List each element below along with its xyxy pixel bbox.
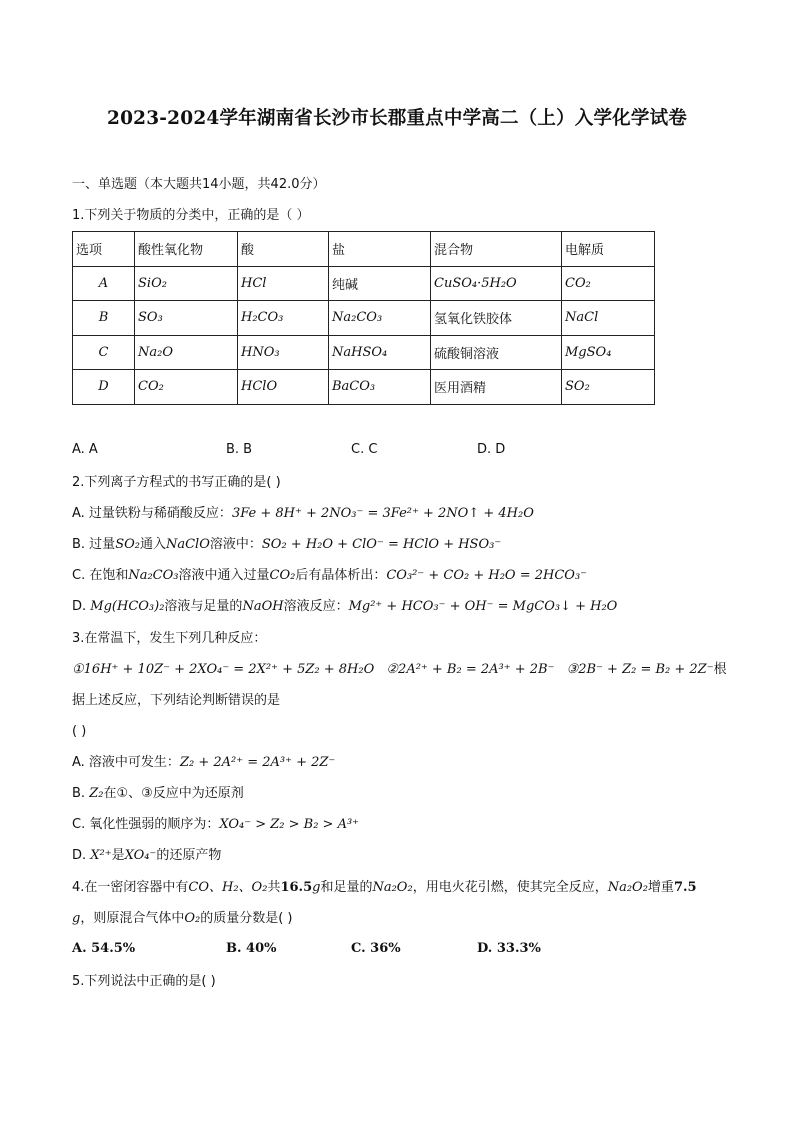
table-header: 选项: [73, 232, 135, 267]
table-header: 酸性氧化物: [135, 232, 238, 267]
reaction-1: ①16H⁺ + 10Z⁻ + 2XO₄⁻ = 2X²⁺ + 5Z₂ + 8H₂O: [72, 662, 375, 677]
q3-option-d: [72, 847, 221, 865]
table-cell: HClO: [238, 370, 329, 405]
question-4-stem-line2: [72, 910, 293, 928]
table-cell: BaCO₃: [329, 370, 431, 405]
option-text: 增重: [647, 880, 674, 895]
formula: Z₂: [89, 786, 104, 801]
table-cell: C: [73, 335, 135, 370]
table-cell: CO₂: [562, 266, 655, 301]
exam-title: 2023-2024学年湖南省长沙市长郡重点中学高二（上）入学化学试卷: [107, 108, 687, 129]
table-cell: D: [73, 370, 135, 405]
q3-option-a: [72, 754, 335, 772]
table-cell: B: [73, 301, 135, 336]
formula: CO₂: [269, 568, 296, 583]
table-row: [73, 266, 655, 301]
section-heading: 一、单选题（本大题共14小题，共42.0分）: [72, 177, 326, 192]
table-cell: SO₃: [135, 301, 238, 336]
option-text: D.: [72, 599, 91, 614]
table-cell: 纯碱: [329, 266, 431, 301]
option-text: 4.在一密闭容器中有: [72, 880, 189, 895]
table-cell: NaHSO₄: [329, 335, 431, 370]
option-text: B.: [72, 786, 90, 801]
q2-option-d: [72, 598, 617, 616]
q1-option-d: D. D: [477, 442, 506, 457]
option-text: ，用电火花引燃，使其完全反应，: [412, 880, 608, 895]
formula: Na₂O₂: [607, 880, 648, 895]
reaction-2: ②2A²⁺ + B₂ = 2A³⁺ + 2B⁻: [386, 662, 555, 677]
question-1-stem: 1.下列关于物质的分类中，正确的是（ ）: [72, 208, 310, 223]
formula: Na₂O₂: [372, 880, 413, 895]
option-text: A. 过量铁粉与稀硝酸反应：: [72, 506, 232, 521]
ionic-equation: SO₂ + H₂O + ClO⁻ = HClO + HSO₃⁻: [261, 537, 502, 552]
unit: g: [72, 911, 81, 926]
table-row: [73, 335, 655, 370]
table-row: [73, 301, 655, 336]
option-text: ，则原混合气体中: [80, 911, 185, 926]
option-text: 是: [111, 848, 125, 863]
formula: SO₂: [115, 537, 140, 552]
option-text: B. 过量: [72, 537, 116, 552]
q1-option-a: A. A: [72, 442, 98, 457]
classification-table: [72, 231, 655, 405]
table-header-row: [73, 232, 655, 267]
table-cell: HCl: [238, 266, 329, 301]
q3-option-c: [72, 816, 359, 834]
formula: O₂: [184, 911, 201, 926]
q3-option-b: [72, 785, 244, 803]
option-text: 的还原产物: [156, 848, 222, 863]
q3-answer-paren: ( ): [72, 724, 87, 739]
ionic-equation: Z₂ + 2A²⁺ = 2A³⁺ + 2Z⁻: [179, 755, 336, 770]
number: 16.5: [280, 880, 313, 895]
table-row: [73, 370, 655, 405]
table-cell: A: [73, 266, 135, 301]
q4-option-c: C. 36%: [351, 941, 401, 956]
table-cell: CuSO₄·5H₂O: [431, 266, 562, 301]
table-cell: SO₂: [562, 370, 655, 405]
table-cell: Na₂O: [135, 335, 238, 370]
q4-option-b: B. 40%: [226, 941, 277, 956]
q4-option-d: D. 33.3%: [477, 941, 541, 956]
table-cell: CO₂: [135, 370, 238, 405]
option-text: C. 氧化性强弱的顺序为：: [72, 817, 220, 832]
option-text: 通入: [139, 537, 166, 552]
number: 7.5: [673, 880, 697, 895]
option-text: 溶液与足量的: [164, 599, 243, 614]
table-cell: HNO₃: [238, 335, 329, 370]
table-header: 酸: [238, 232, 329, 267]
option-text: 和足量的: [320, 880, 373, 895]
option-text: 溶液中通入过量: [178, 568, 270, 583]
table-cell: Na₂CO₃: [329, 301, 431, 336]
option-text: 共: [267, 880, 281, 895]
reaction-3: ③2B⁻ + Z₂ = B₂ + 2Z⁻: [566, 662, 714, 677]
option-text: 在①、③反应中为还原剂: [103, 786, 244, 801]
option-text: 溶液中：: [209, 537, 262, 552]
table-header: 盐: [329, 232, 431, 267]
option-text: A. 溶液中可发生：: [72, 755, 180, 770]
option-text: 后有晶体析出：: [295, 568, 387, 583]
q3-reactions: [72, 661, 727, 679]
formula: CO、H₂、O₂: [188, 880, 268, 895]
q2-option-c: [72, 567, 587, 585]
formula: X²⁺: [90, 848, 112, 863]
table-cell: 硫酸铜溶液: [431, 335, 562, 370]
q1-option-b: B. B: [226, 442, 253, 457]
option-text: D.: [72, 848, 91, 863]
oxidation-order: XO₄⁻ > Z₂ > B₂ > A³⁺: [219, 817, 360, 832]
formula: NaOH: [242, 599, 284, 614]
q1-option-c: C. C: [351, 442, 378, 457]
table-header: 混合物: [431, 232, 562, 267]
table-cell: H₂CO₃: [238, 301, 329, 336]
option-text: 的质量分数是( ): [200, 911, 293, 926]
table-cell: SiO₂: [135, 266, 238, 301]
q2-option-b: [72, 536, 501, 554]
question-4-stem: [72, 879, 697, 897]
question-2-stem: 2.下列离子方程式的书写正确的是( ): [72, 475, 281, 490]
option-text: C. 在饱和: [72, 568, 129, 583]
q2-option-a: [72, 505, 534, 523]
table-cell: 医用酒精: [431, 370, 562, 405]
ionic-equation: 3Fe + 8H⁺ + 2NO₃⁻ = 3Fe²⁺ + 2NO↑ + 4H₂O: [231, 506, 534, 521]
ionic-equation: CO₃²⁻ + CO₂ + H₂O = 2HCO₃⁻: [386, 568, 588, 583]
unit: g: [312, 880, 321, 895]
table-cell: 氢氧化铁胶体: [431, 301, 562, 336]
q3-stem-continued: 据上述反应，下列结论判断错误的是: [72, 693, 281, 708]
formula: XO₄⁻: [124, 848, 157, 863]
option-text: 溶液反应：: [283, 599, 349, 614]
question-5-stem: 5.下列说法中正确的是( ): [72, 974, 216, 989]
formula: Na₂CO₃: [128, 568, 179, 583]
formula: NaClO: [165, 537, 210, 552]
q4-option-a: A. 54.5%: [72, 941, 136, 956]
question-3-stem: 3.在常温下，发生下列几种反应：: [72, 631, 267, 646]
formula: Mg(HCO₃)₂: [90, 599, 165, 614]
ionic-equation: Mg²⁺ + HCO₃⁻ + OH⁻ = MgCO₃↓ + H₂O: [348, 599, 618, 614]
table-header: 电解质: [562, 232, 655, 267]
table-cell: NaCl: [562, 301, 655, 336]
table-cell: MgSO₄: [562, 335, 655, 370]
option-text: 根: [713, 662, 727, 677]
